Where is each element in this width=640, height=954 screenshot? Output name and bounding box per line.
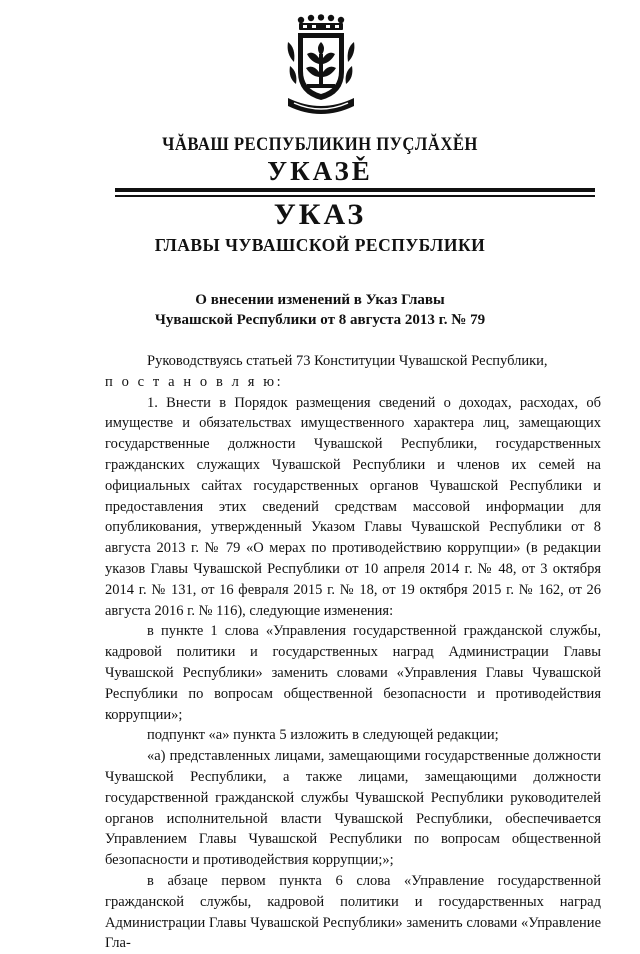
paragraph-preamble: Руководствуясь статьей 73 Конституции Чувашской Республики, — [147, 353, 548, 369]
chuvash-decree-title: УКАЗĚ — [267, 156, 373, 186]
paragraph-item-1: 1. Внести в Порядок размещения сведений о доходах, расходах, об имуществе и обязательствах имущественного характера лиц, замещающих государственные должности Чувашской Республики, государственных гражданских служащих Чувашской Республики и членов их семей на официальных сайтах государственных органов Чувашской Республики и предоставления этих сведений средствам массовой информации для опубликования, утвержденный Указом Главы Чувашской Республики от 8 августа 2013 г. № 79 «О мерах по противодействию коррупции» (в редакции указов Главы Чувашской Республики от 10 апреля 2014 г. № 48, от 3 октября 2014 г. № 131, от 16 февраля 2015 г. № 18, от 19 октября 2015 г. № 162, от 26 августа 2016 г. № 116), следующие изменения: — [105, 394, 601, 619]
paragraph-change-3: в абзаце первом пункта 6 слова «Управление государственной гражданской службы, кадровой политики и государственных наград Администрации Главы Чувашской Республики» заменить словами «Управление Гла- — [105, 872, 601, 952]
subject-line-2: Чувашской Республики от 8 августа 2013 г. № 79 — [154, 312, 486, 328]
paragraph-resolve: п о с т а н о в л я ю: — [105, 373, 284, 390]
paragraph-change-1: в пункте 1 слова «Управления государственной гражданской службы, кадровой политики и государственных наград Администрации Главы Чувашской Республики» заменить словами «Управления Главы Чувашской Республики по вопросам общественной безопасности и противодействия коррупции»; — [105, 623, 601, 723]
decree-subject — [0, 290, 640, 330]
coat-of-arms-icon — [282, 14, 360, 122]
russian-decree-title: УКАЗ — [273, 198, 367, 231]
russian-header-subtitle: ГЛАВЫ ЧУВАШСКОЙ РЕСПУБЛИКИ — [154, 235, 486, 255]
paragraph-change-2-text: «а) представленных лицами, замещающими государственные должности Чувашской Республики, а также лицами, замещающими должности государственной гражданской службы Чувашской Республики руководителей органов исполнительной власти Чувашской Республики, обеспечивается Управлением Главы Чувашской Республики по вопросам общественной безопасности и противодействия коррупции;»; — [105, 748, 601, 869]
paragraph-change-2: подпункт «а» пункта 5 изложить в следующей редакции; — [147, 727, 499, 744]
subject-line-1: О внесении изменений в Указ Главы — [195, 292, 445, 308]
header-divider — [115, 188, 595, 192]
header-divider-thin — [115, 195, 595, 197]
decree-body — [105, 351, 601, 954]
chuvash-header-line: ЧĂВАШ РЕСПУБЛИКИН ПУÇЛĂХĚН — [162, 134, 478, 155]
